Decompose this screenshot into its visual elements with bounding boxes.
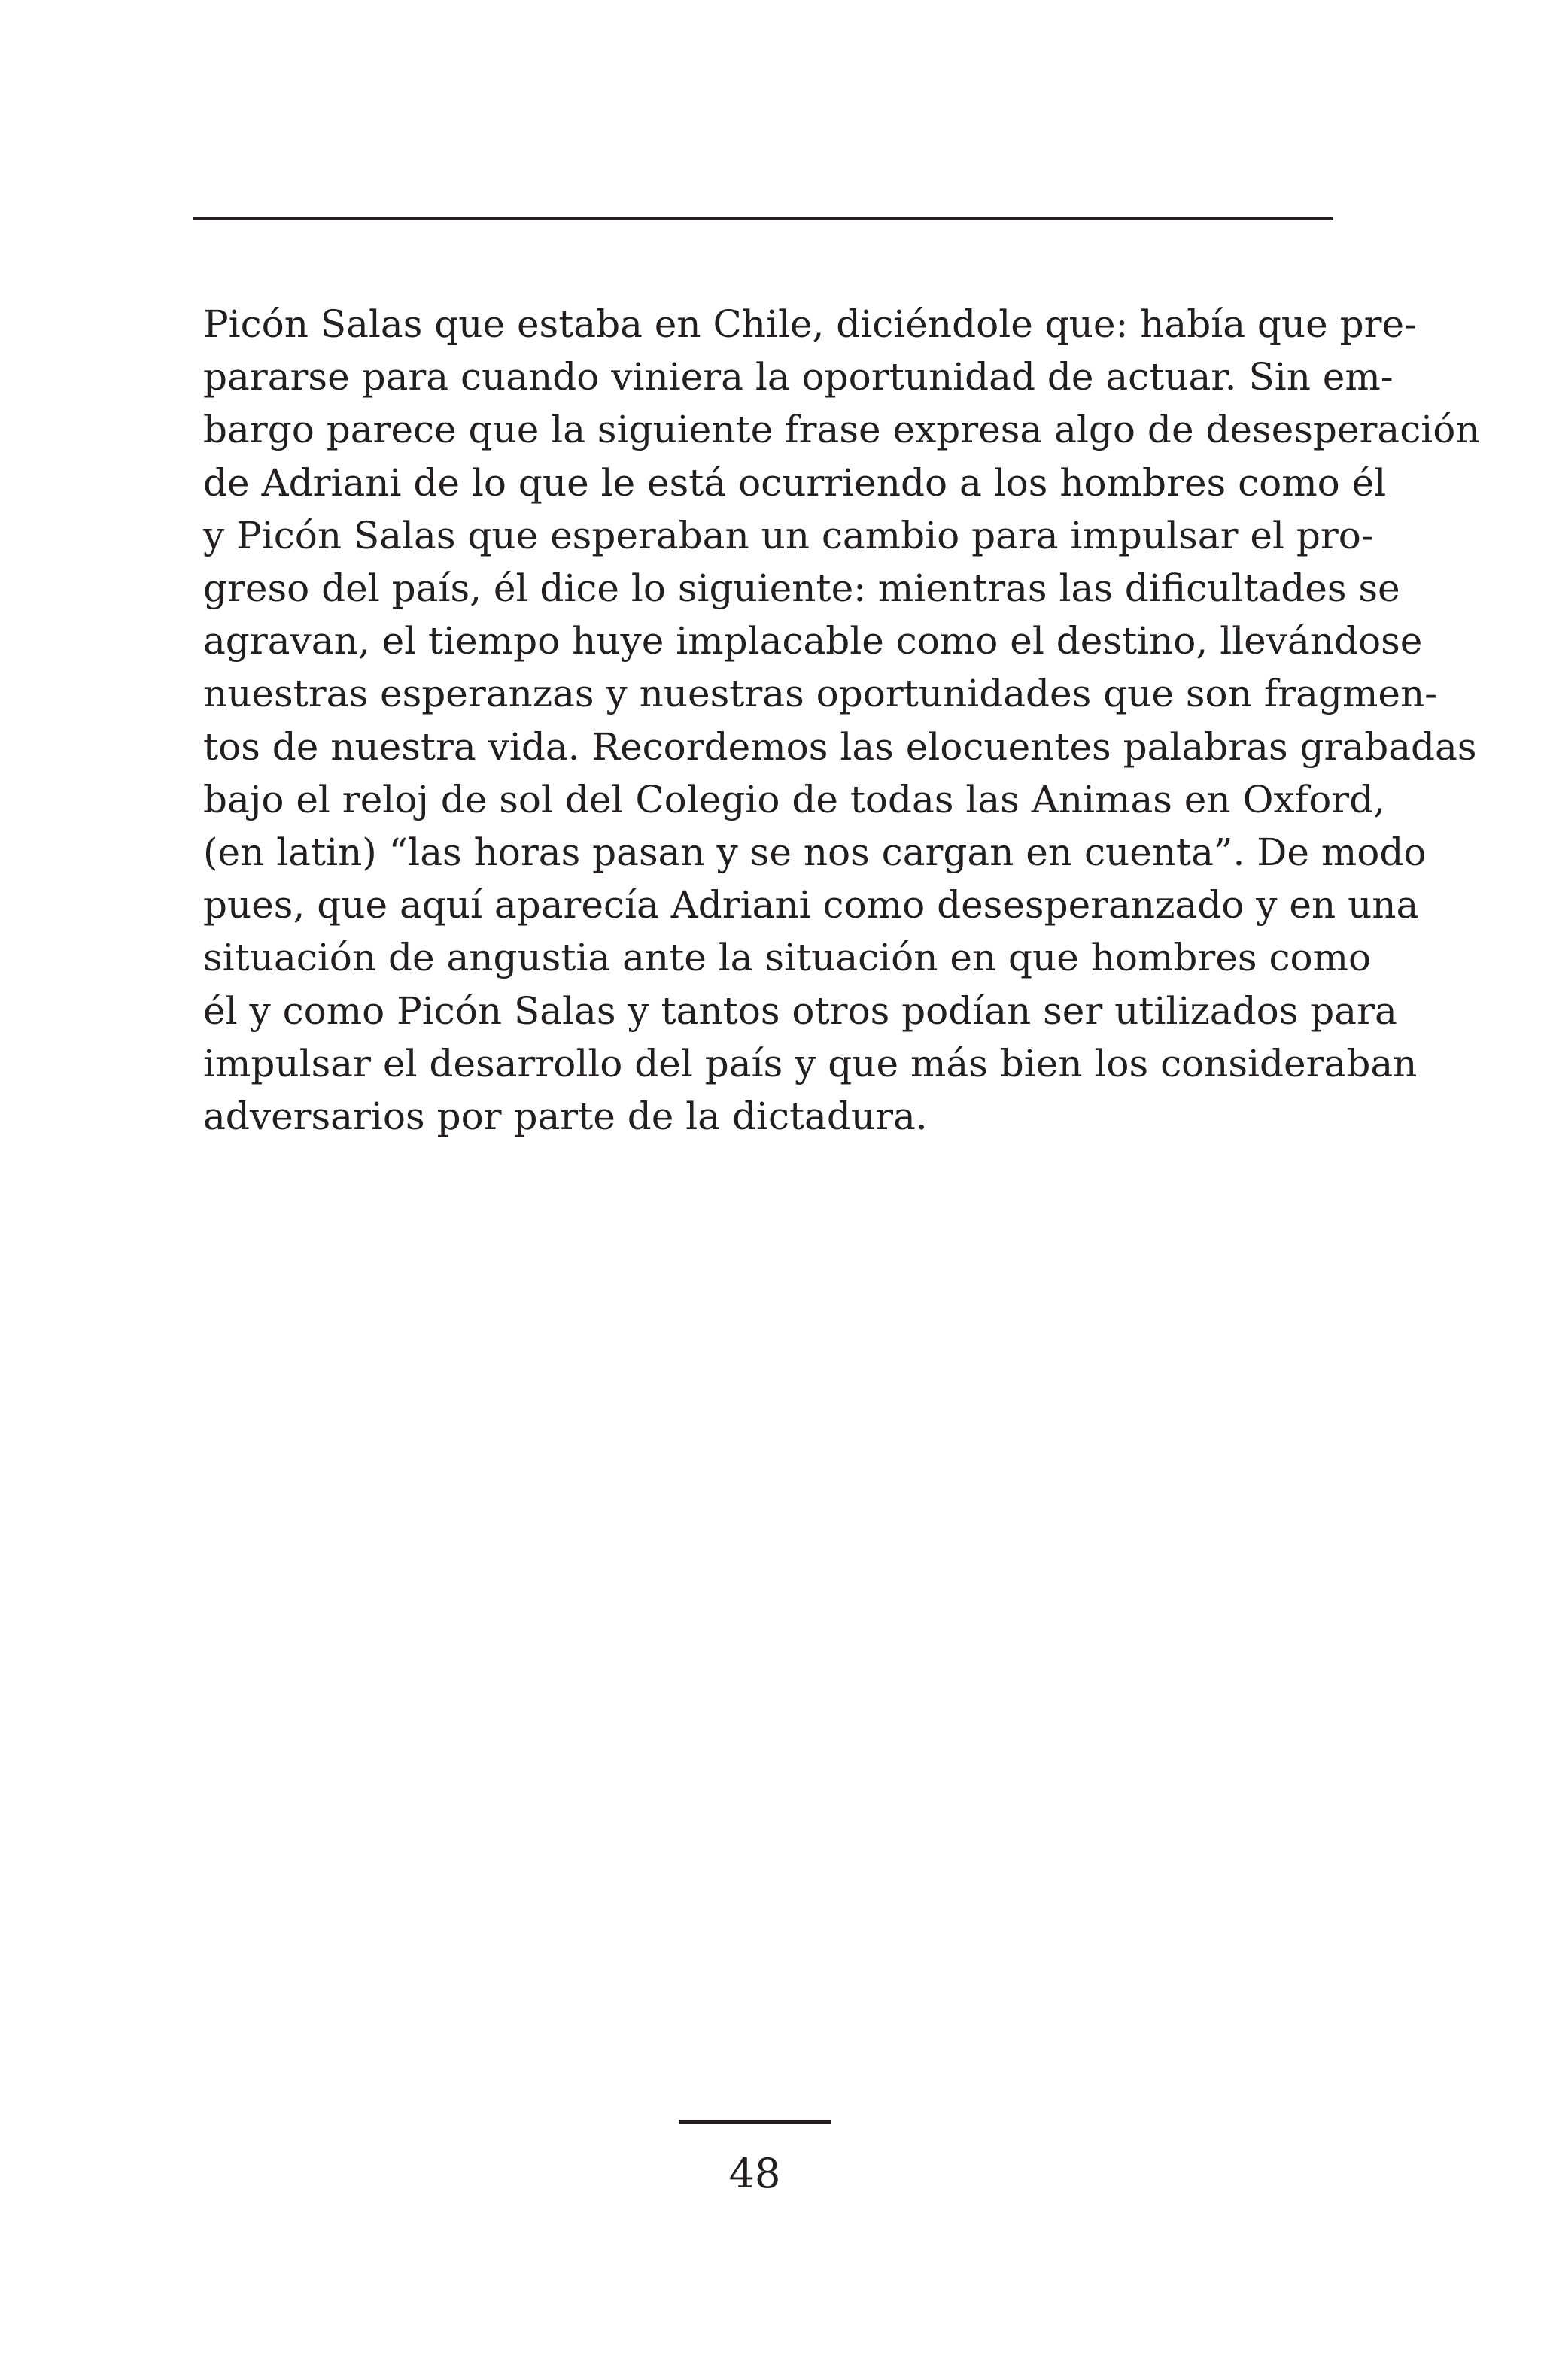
text-line: situación de angustia ante la situación en que hombres como (203, 936, 1372, 980)
header-rule (193, 217, 1333, 220)
text-line: nuestras esperanzas y nuestras oportunidades que son fragmen- (203, 672, 1438, 716)
text-line: (en latin) “las horas pasan y se nos cargan en cuenta”. De modo (203, 830, 1427, 875)
text-line: pararse para cuando viniera la oportunidad de actuar. Sin em- (203, 355, 1394, 399)
text-line: agravan, el tiempo huye implacable como el destino, llevándose (203, 619, 1423, 663)
text-line: impulsar el desarrollo del país y que más bien los consideraban (203, 1041, 1418, 1085)
text-line: bajo el reloj de sol del Colegio de todas las Animas en Oxford, (203, 777, 1386, 821)
text-line: tos de nuestra vida. Recordemos las elocuentes palabras grabadas (203, 724, 1477, 769)
text-line: pues, que aquí aparecía Adriani como desesperanzado y en una (203, 883, 1419, 927)
text-line: él y como Picón Salas y tantos otros podían ser utilizados para (203, 988, 1397, 1033)
body-paragraph (203, 298, 1480, 1143)
text-line: y Picón Salas que esperaban un cambio para impulsar el pro- (203, 513, 1374, 557)
text-line: Picón Salas que estaba en Chile, diciéndole que: había que pre- (203, 302, 1418, 346)
page-number: 48 (728, 2150, 781, 2197)
text-line: bargo parece que la siguiente frase expresa algo de desesperación (203, 408, 1480, 452)
text-line-last: adversarios por parte de la dictadura. (203, 1094, 928, 1139)
footer-rule (679, 2120, 831, 2124)
text-line: greso del país, él dice lo siguiente: mientras las dificultades se (203, 566, 1400, 611)
text-line: de Adriani de lo que le está ocurriendo a los hombres como él (203, 460, 1387, 505)
